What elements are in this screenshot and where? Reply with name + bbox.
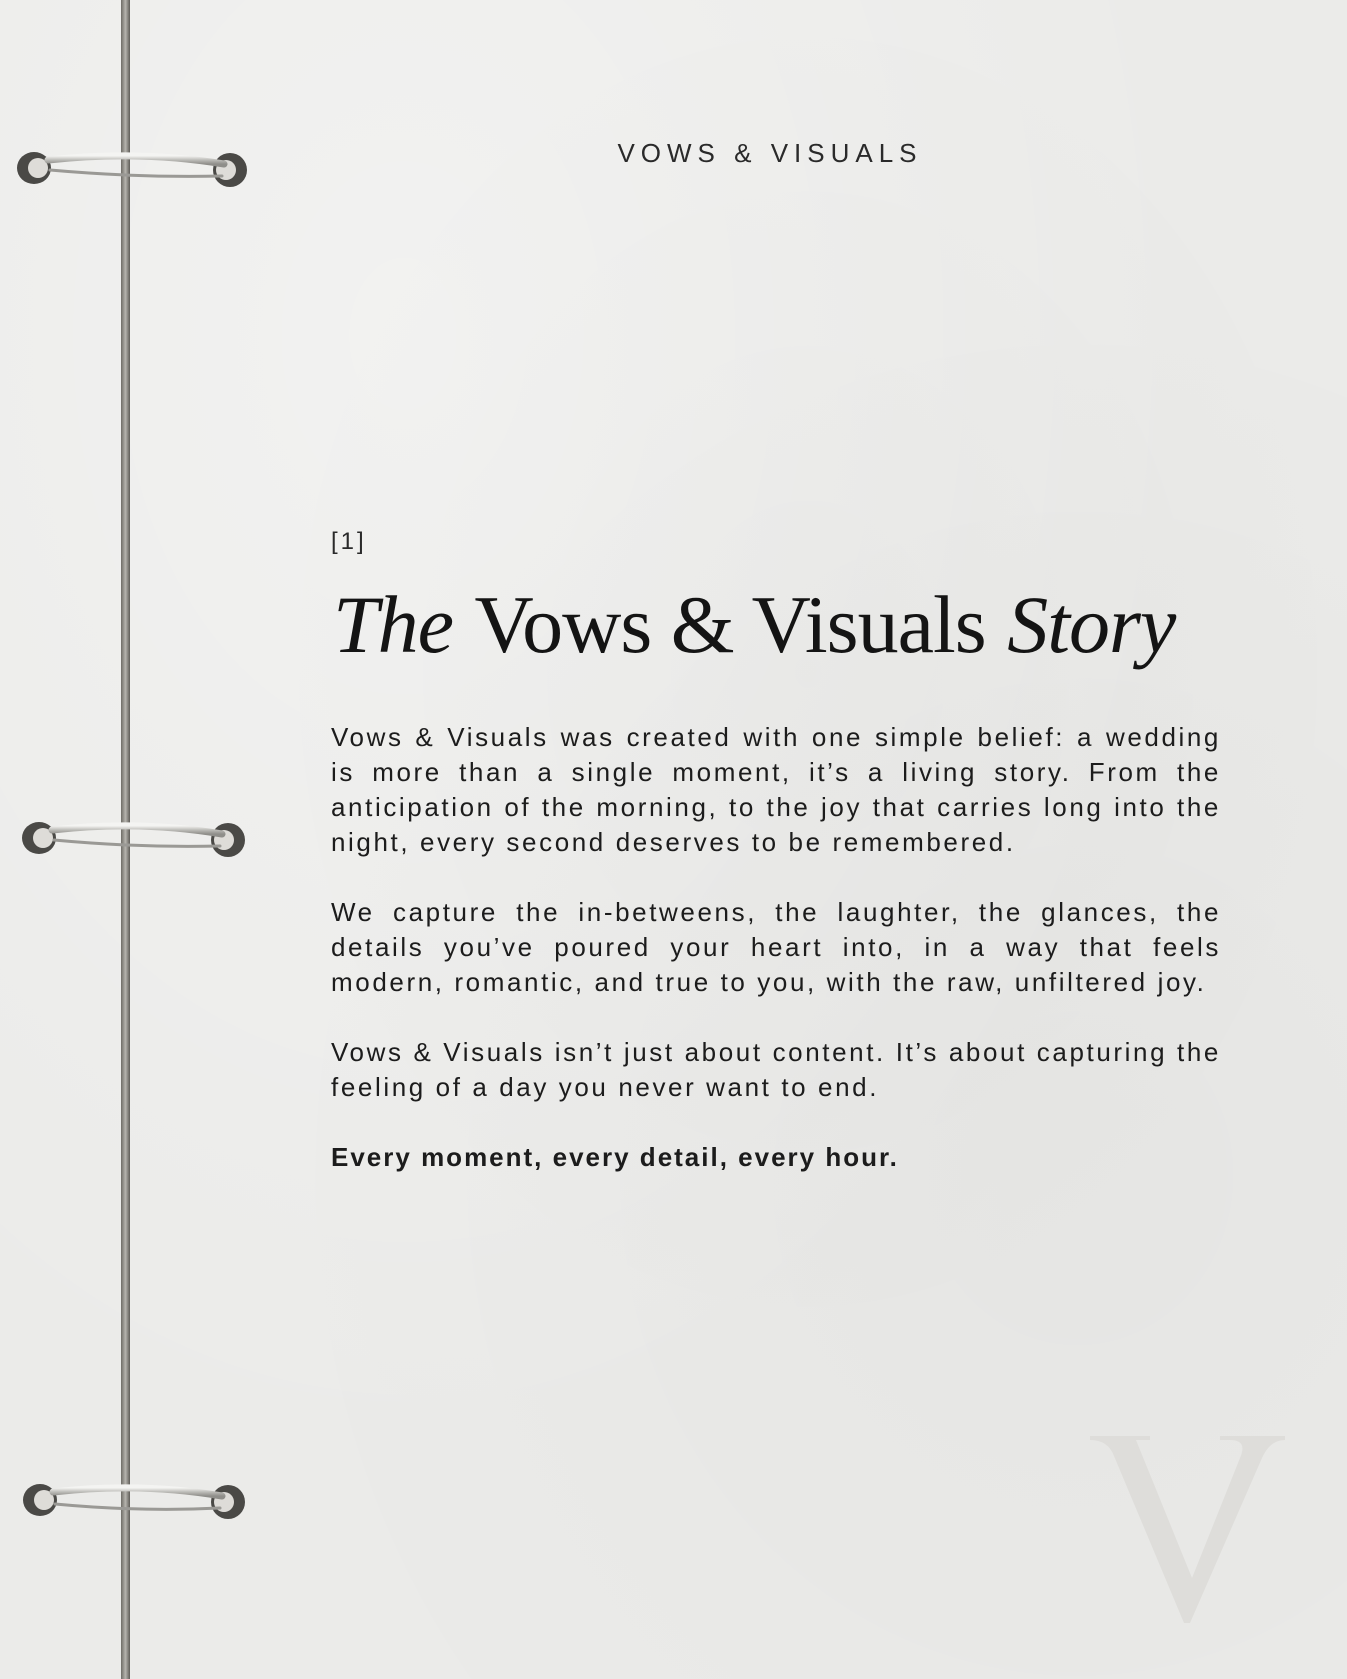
page-title: [333, 578, 1175, 672]
title-part-the: The: [333, 579, 453, 670]
binder-spine: [0, 0, 260, 1679]
paragraph-capture: We capture the in-betweens, the laughter, the glances, the details you’ve poured your heart into, in a way that feels modern, romantic, and true to you, with the raw, unfiltered joy.: [331, 897, 1221, 997]
title-part-brand: Vows & Visuals: [474, 579, 986, 670]
section-number: [1]: [331, 528, 367, 555]
title-part-story: Story: [1007, 579, 1176, 670]
closing-line: Every moment, every detail, every hour.: [331, 1142, 899, 1172]
paragraph-feeling: Vows & Visuals isn’t just about content. It’s about capturing the feeling of a day you never want to end.: [331, 1037, 1221, 1102]
paragraph-intro: Vows & Visuals was created with one simple belief: a wedding is more than a single moment, it’s a living story. From the anticipation of the morning, to the joy that carries long into the night, every second deserves to be remembered.: [331, 722, 1221, 857]
brand-header: VOWS & VISUALS: [617, 138, 923, 168]
monogram-watermark: [1080, 1428, 1290, 1628]
binder-rod: [121, 0, 130, 1679]
binder-ring-middle: [22, 822, 245, 857]
binder-ring-bottom: [23, 1484, 245, 1519]
story-body: [331, 720, 1221, 1210]
